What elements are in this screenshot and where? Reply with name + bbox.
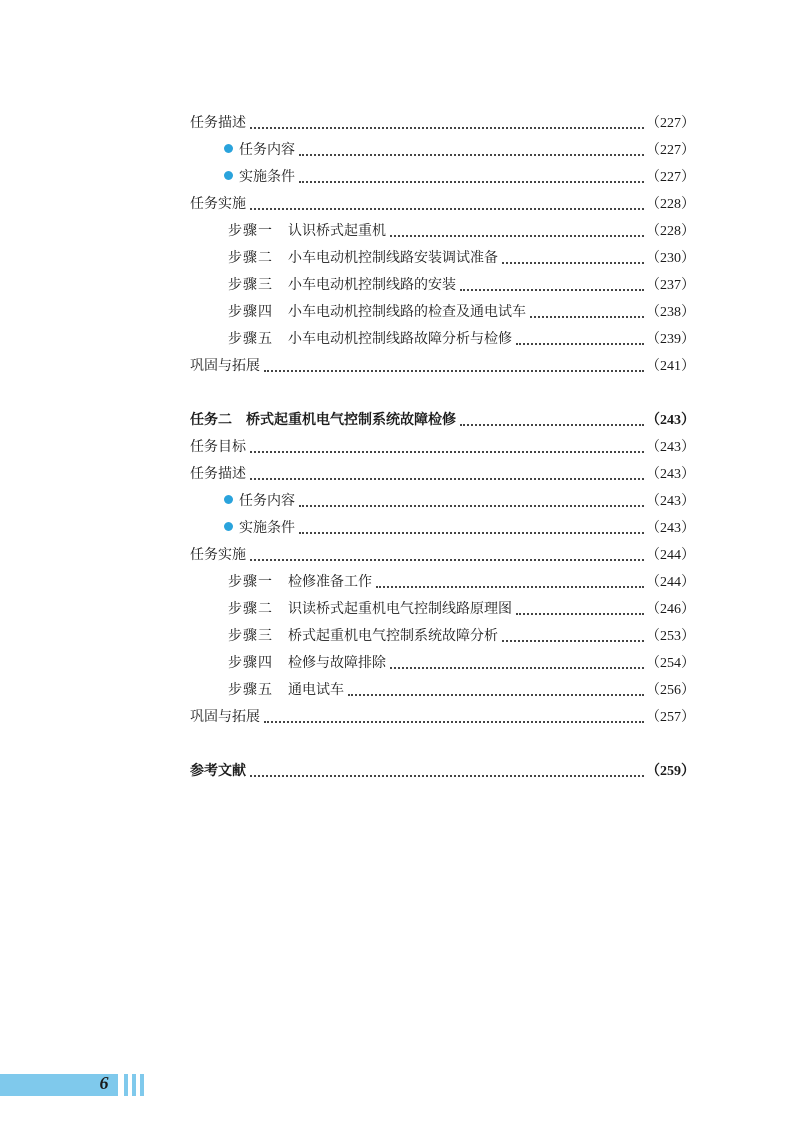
entry-step: 步骤五 <box>228 682 273 698</box>
entry-label: 任务描述 <box>190 115 246 131</box>
entry-page: （227） <box>646 116 695 131</box>
toc-entry[interactable] <box>190 434 695 461</box>
entry-label: 实施条件 <box>239 169 295 185</box>
section-gap <box>190 731 695 758</box>
entry-label: 巩固与拓展 <box>190 358 260 374</box>
toc-heading-task-2[interactable] <box>190 407 695 434</box>
entry-label: 任务二 桥式起重机电气控制系统故障检修 <box>190 412 456 428</box>
dot-leader <box>390 666 644 669</box>
entry-step: 步骤一 <box>228 574 273 590</box>
toc-entry[interactable] <box>190 596 695 623</box>
dot-leader <box>264 720 644 723</box>
entry-label: 通电试车 <box>288 682 344 698</box>
dot-leader <box>250 126 644 129</box>
toc-entry[interactable] <box>190 245 695 272</box>
toc-entry[interactable] <box>190 515 695 542</box>
entry-page: （239） <box>646 332 695 347</box>
entry-label: 小车电动机控制线路安装调试准备 <box>288 250 498 266</box>
dot-leader <box>299 531 644 534</box>
dot-leader <box>348 693 644 696</box>
entry-label: 桥式起重机电气控制系统故障分析 <box>288 628 498 644</box>
entry-label: 检修与故障排除 <box>288 655 386 671</box>
entry-page: （244） <box>646 575 695 590</box>
footer-bar <box>140 1074 144 1096</box>
dot-leader <box>264 369 644 372</box>
entry-page: （246） <box>646 602 695 617</box>
toc-entry[interactable] <box>190 110 695 137</box>
toc-entry[interactable] <box>190 353 695 380</box>
dot-leader <box>250 477 644 480</box>
entry-page: （253） <box>646 629 695 644</box>
toc-references[interactable] <box>190 758 695 785</box>
entry-page: （256） <box>646 683 695 698</box>
entry-page: （257） <box>646 710 695 725</box>
dot-leader <box>299 504 644 507</box>
footer-bar <box>132 1074 136 1096</box>
entry-label: 任务实施 <box>190 196 246 212</box>
entry-page: （244） <box>646 548 695 563</box>
entry-page: （227） <box>646 170 695 185</box>
entry-page: （243） <box>646 413 695 428</box>
entry-page: （259） <box>646 764 695 779</box>
toc-entry[interactable] <box>190 488 695 515</box>
entry-label: 任务目标 <box>190 439 246 455</box>
toc-entry[interactable] <box>190 326 695 353</box>
entry-label: 实施条件 <box>239 520 295 536</box>
entry-page: （254） <box>646 656 695 671</box>
bullet-icon <box>224 144 233 153</box>
entry-step: 步骤三 <box>228 628 273 644</box>
table-of-contents <box>190 110 695 785</box>
dot-leader <box>250 558 644 561</box>
entry-label: 任务内容 <box>239 493 295 509</box>
entry-label: 任务描述 <box>190 466 246 482</box>
entry-page: （243） <box>646 467 695 482</box>
dot-leader <box>460 288 644 291</box>
toc-entry[interactable] <box>190 191 695 218</box>
toc-entry[interactable] <box>190 623 695 650</box>
dot-leader <box>390 234 644 237</box>
footer-bar <box>124 1074 128 1096</box>
toc-entry[interactable] <box>190 299 695 326</box>
dot-leader <box>516 342 644 345</box>
dot-leader <box>299 153 644 156</box>
entry-label: 任务内容 <box>239 142 295 158</box>
section-gap <box>190 380 695 407</box>
entry-label: 识读桥式起重机电气控制线路原理图 <box>288 601 512 617</box>
entry-page: （238） <box>646 305 695 320</box>
toc-entry[interactable] <box>190 704 695 731</box>
toc-entry[interactable] <box>190 650 695 677</box>
entry-page: （243） <box>646 521 695 536</box>
entry-label: 任务实施 <box>190 547 246 563</box>
toc-section-1 <box>190 110 695 380</box>
entry-label: 小车电动机控制线路故障分析与检修 <box>288 331 512 347</box>
page-number: 6 <box>99 1073 109 1093</box>
entry-step: 步骤二 <box>228 250 273 266</box>
entry-label: 检修准备工作 <box>288 574 372 590</box>
toc-entry[interactable] <box>190 461 695 488</box>
entry-page: （230） <box>646 251 695 266</box>
dot-leader <box>516 612 644 615</box>
toc-entry[interactable] <box>190 218 695 245</box>
dot-leader <box>250 207 644 210</box>
dot-leader <box>250 774 644 777</box>
entry-step: 步骤五 <box>228 331 273 347</box>
dot-leader <box>460 423 644 426</box>
toc-entry[interactable] <box>190 569 695 596</box>
toc-section-2 <box>190 434 695 731</box>
entry-step: 步骤四 <box>228 304 273 320</box>
bullet-icon <box>224 171 233 180</box>
entry-step: 步骤三 <box>228 277 273 293</box>
toc-entry[interactable] <box>190 542 695 569</box>
entry-page: （243） <box>646 494 695 509</box>
entry-page: （227） <box>646 143 695 158</box>
entry-label: 认识桥式起重机 <box>288 223 386 239</box>
toc-entry[interactable] <box>190 677 695 704</box>
bullet-icon <box>224 522 233 531</box>
entry-step: 步骤四 <box>228 655 273 671</box>
footer-bars <box>124 1074 144 1096</box>
dot-leader <box>530 315 644 318</box>
entry-page: （241） <box>646 359 695 374</box>
entry-label: 巩固与拓展 <box>190 709 260 725</box>
entry-step: 步骤一 <box>228 223 273 239</box>
toc-entry[interactable] <box>190 164 695 191</box>
entry-page: （228） <box>646 197 695 212</box>
toc-entry[interactable] <box>190 137 695 164</box>
entry-page: （228） <box>646 224 695 239</box>
dot-leader <box>502 261 644 264</box>
dot-leader <box>250 450 644 453</box>
entry-page: （237） <box>646 278 695 293</box>
entry-page: （243） <box>646 440 695 455</box>
dot-leader <box>299 180 644 183</box>
entry-step: 步骤二 <box>228 601 273 617</box>
dot-leader <box>502 639 644 642</box>
entry-label: 小车电动机控制线路的检查及通电试车 <box>288 304 526 320</box>
entry-label: 参考文献 <box>190 763 246 779</box>
toc-entry[interactable] <box>190 272 695 299</box>
dot-leader <box>376 585 644 588</box>
entry-label: 小车电动机控制线路的安装 <box>288 277 456 293</box>
bullet-icon <box>224 495 233 504</box>
